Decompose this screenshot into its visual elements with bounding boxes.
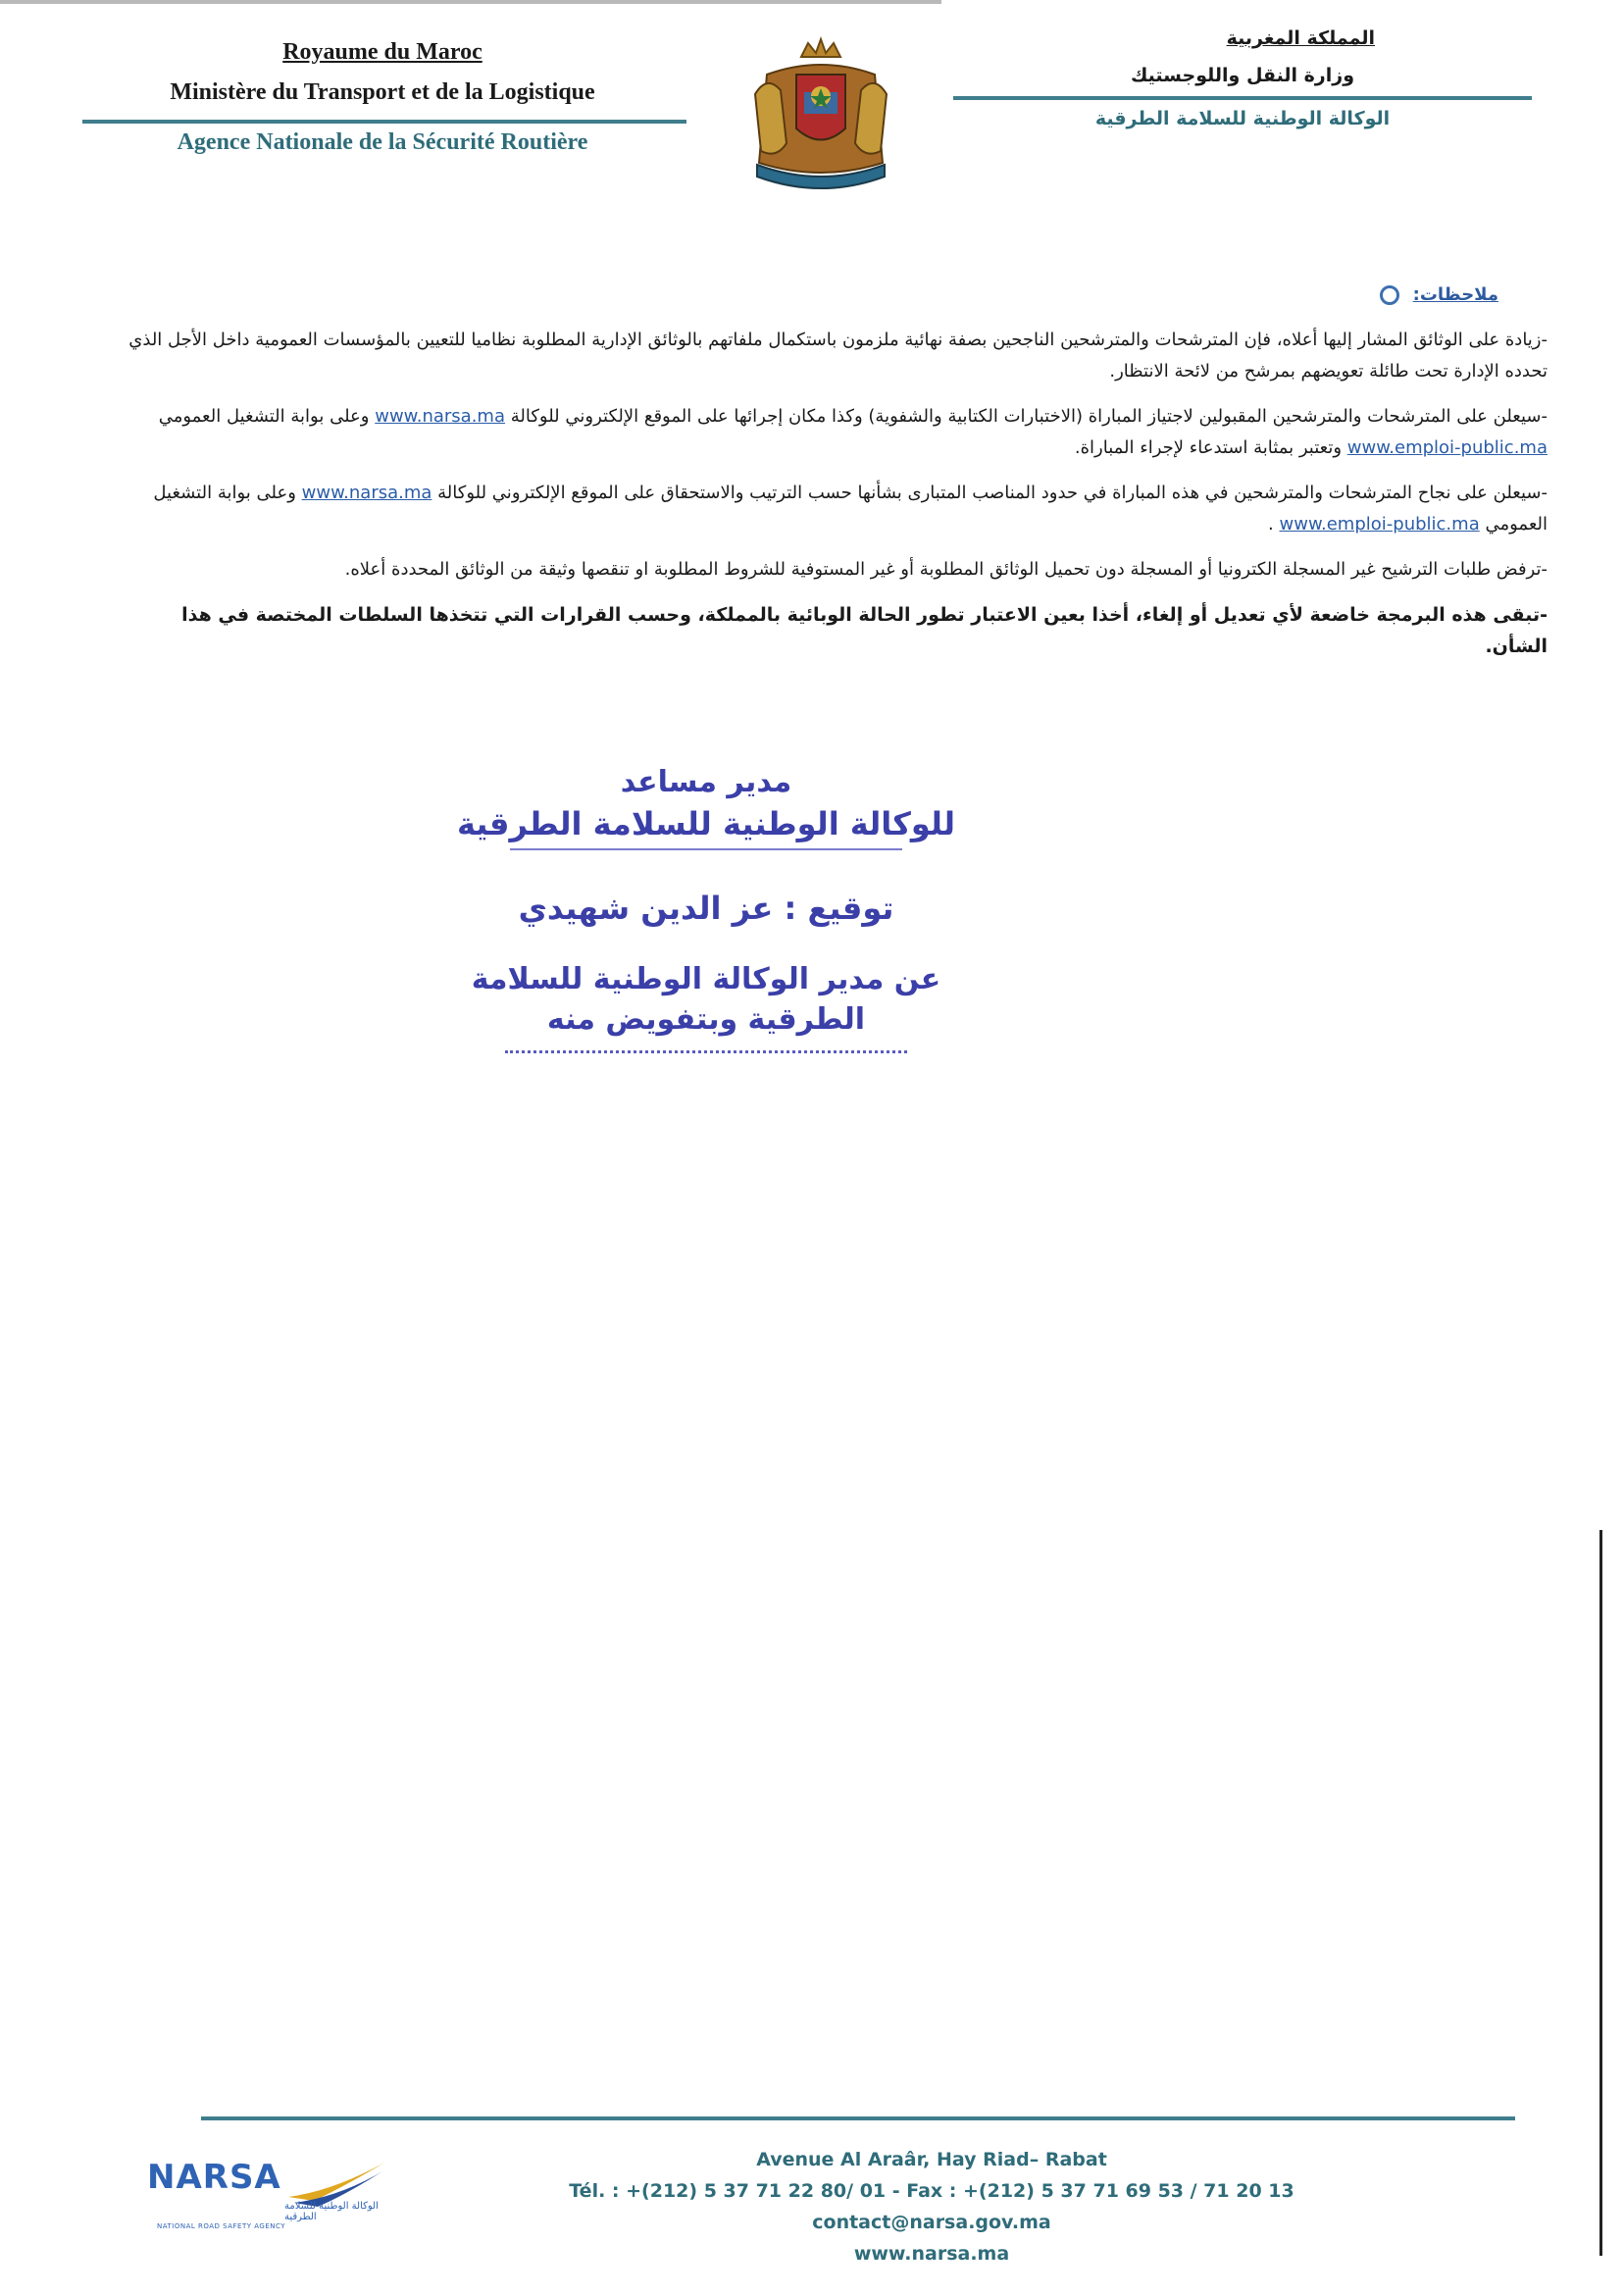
footer-rule [201,2116,1515,2120]
narsa-link[interactable]: www.narsa.ma [375,406,505,427]
ar-ministry: وزارة النقل واللوجستيك [1130,65,1355,86]
stamp-title: مدير مساعد [620,765,792,799]
header-rule-left [82,120,686,124]
notes-title: ملاحظات: [1412,284,1498,305]
footer-address: Avenue Al Araâr, Hay Riad– Rabat [756,2149,1107,2170]
fr-agency: Agence Nationale de la Sécurité Routière [177,129,588,155]
stamp-underline [510,848,902,850]
fr-kingdom: Royaume du Maroc [282,39,482,65]
emploi-public-link[interactable]: www.emploi-public.ma [1279,514,1480,535]
note-item [114,554,1548,586]
note-text: -سيعلن على المترشحات والمترشحين المقبولين لاجتياز المباراة (الاختبارات الكتابية والشفوية) وكذا مكان إجرائها على الموقع الإلكتروني للوكالة [510,406,1548,427]
note-text: -ترفض طلبات الترشيح غير المسجلة الكترونيا أو المسجلة دون تحميل الوثائق المطلوبة أو غير المستوفية للشروط المطلوبة او تنقصها وثيقة من الوثائق المحددة أعلاه. [344,559,1548,580]
signature-stamp [412,765,1000,1053]
logo-swoosh-icon [284,2158,392,2207]
notes-section [114,280,1548,662]
ar-kingdom: المملكة المغربية [1226,27,1375,49]
fr-ministry: Ministère du Transport et de la Logistique [170,79,595,105]
note-text: وعلى بوابة التشغيل العمومي [158,406,370,427]
stamp-dotted-line [505,1050,907,1053]
stamp-delegation-1: عن مدير الوكالة الوطنية للسلامة [471,962,941,996]
stamp-signature: توقيع : عز الدين شهيدي [518,890,894,927]
note-item [114,478,1548,540]
footer-email[interactable]: contact@narsa.gov.ma [812,2212,1051,2233]
scan-edge-right [1599,1530,1602,2256]
footer-contact [490,2144,1373,2269]
notes-heading [114,280,1498,311]
morocco-coat-of-arms-icon [747,35,894,190]
note-text: وتعتبر بمثابة استدعاء لإجراء المباراة. [1074,437,1343,458]
narsa-link[interactable]: www.narsa.ma [301,483,432,503]
narsa-logo [147,2158,402,2236]
scan-edge-top [0,0,941,4]
note-text: -سيعلن على نجاح المترشحات والمترشحين في هذه المباراة في حدود المناصب المتبارى بشأنها حسب الترتيب والاستحقاق على الموقع الإلكتروني للوكالة [437,483,1548,503]
note-item [114,401,1548,464]
note-text: وعلى بوابة التشغيل العمومي [153,483,1548,535]
footer-website[interactable]: www.narsa.ma [853,2243,1010,2265]
note-text: . [1268,514,1274,535]
note-item-bold [114,599,1548,662]
note-text: -تبقى هذه البرمجة خاضعة لأي تعديل أو إلغاء، أخذا بعين الاعتبار تطور الحالة الوبائية بالمملكة، وحسب القرارات التي تتخذها السلطات المختصة في هذا الشأن. [181,604,1548,657]
note-text: -زيادة على الوثائق المشار إليها أعلاه، فإن المترشحات والمترشحين الناجحين بصفة نهائية ملزمون باستكمال ملفاتهم بالوثائق الإدارية المطلوبة نظاميا للتعيين بالمؤسسات العمومية داخل الأجل الذي تحدده الإدارة تحت طائلة تعويضهم بمرشح من لائحة الانتظار. [128,330,1548,382]
bullet-ring-icon [1380,285,1399,305]
logo-arabic: الوكالة الوطنية للسلامة الطرقية [284,2201,379,2222]
header-arabic [953,27,1532,129]
logo-brand: NARSA [147,2158,281,2197]
logo-subtitle: NATIONAL ROAD SAFETY AGENCY [157,2222,286,2230]
header-rule-right [953,96,1532,100]
ar-agency: الوكالة الوطنية للسلامة الطرقية [1094,108,1391,129]
stamp-delegation-2: الطرقية وبتفويض منه [546,1002,866,1037]
footer-phone-fax: Tél. : +(212) 5 37 71 22 80/ 01 - Fax : +(212) 5 37 71 69 53 / 71 20 13 [569,2180,1294,2202]
emploi-public-link[interactable]: www.emploi-public.ma [1346,437,1548,458]
header-french [78,39,686,156]
stamp-agency: للوكالة الوطنية للسلامة الطرقية [457,805,955,842]
note-item [114,325,1548,387]
